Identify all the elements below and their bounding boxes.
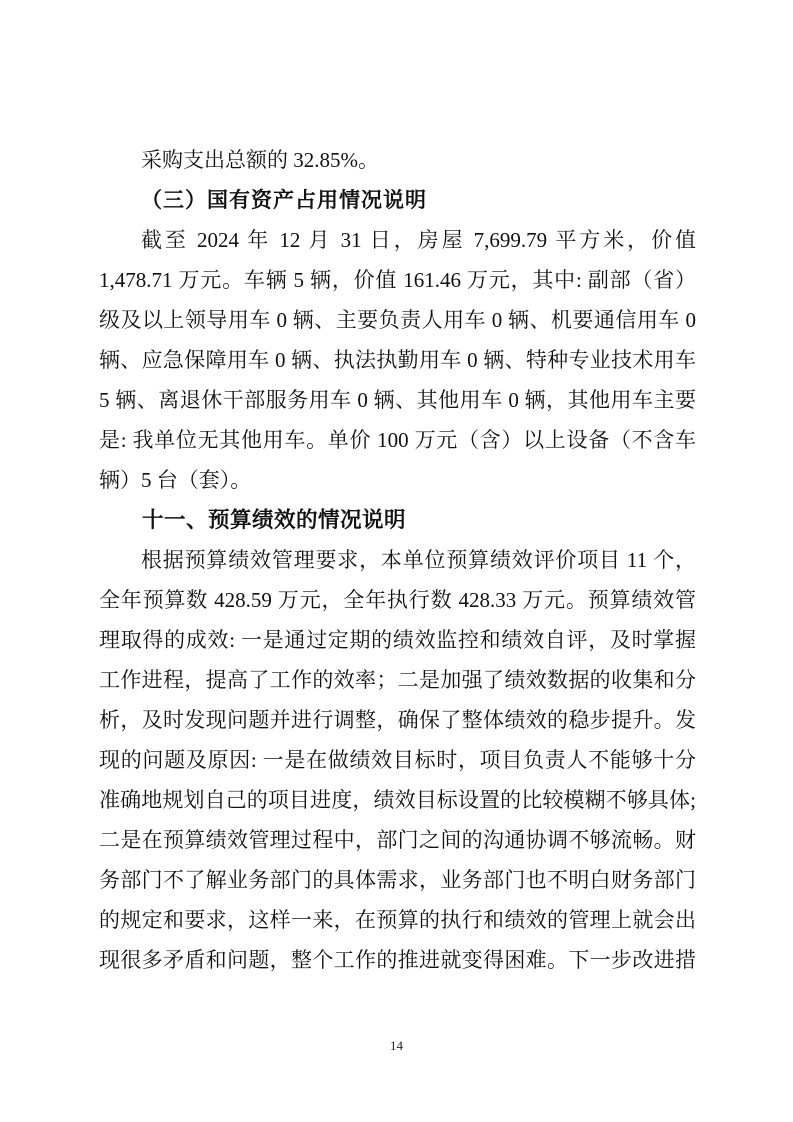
continuation-paragraph: [99, 140, 696, 180]
assets-paragraph: [99, 220, 696, 500]
text-line: 辆、应急保障用车 0 辆、执法执勤用车 0 辆、特种专业技术用车: [99, 348, 696, 372]
text-line: 工作进程，提高了工作的效率；二是加强了绩效数据的收集和分: [99, 668, 696, 692]
text-line: 现的问题及原因: 一是在做绩效目标时，项目负责人不能够十分: [99, 748, 696, 772]
text-line: 的规定和要求，这样一来，在预算的执行和绩效的管理上就会出: [99, 908, 696, 932]
text-line: 是: 我单位无其他用车。单价 100 万元（含）以上设备（不含车: [99, 428, 696, 452]
text-line: 1,478.71 万元。车辆 5 辆，价值 161.46 万元，其中: 副部（省）: [99, 268, 696, 292]
text-line: 准确地规划自己的项目进度，绩效目标设置的比较模糊不够具体;: [99, 788, 696, 812]
text-line: 截至 2024 年 12 月 31 日，房屋 7,699.79 平方米，价值: [141, 228, 696, 252]
chapter-heading-budget-performance: 十一、预算绩效的情况说明: [142, 508, 407, 532]
text-line: 二是在预算绩效管理过程中，部门之间的沟通协调不够流畅。财: [99, 828, 696, 852]
text-line: 5 辆、离退休干部服务用车 0 辆、其他用车 0 辆，其他用车主要: [99, 388, 696, 412]
text-line: 现很多矛盾和问题，整个工作的推进就变得困难。下一步改进措: [99, 948, 696, 972]
page-number: 14: [390, 1038, 403, 1053]
section-heading-state-assets: （三）国有资产占用情况说明: [141, 188, 427, 212]
text-line: 析，及时发现问题并进行调整，确保了整体绩效的稳步提升。发: [99, 708, 696, 732]
text-line: 级及以上领导用车 0 辆、主要负责人用车 0 辆、机要通信用车 0: [99, 308, 696, 332]
text-line: 全年预算数 428.59 万元，全年执行数 428.33 万元。预算绩效管: [99, 588, 696, 612]
text-line: 辆）5 台（套）。: [99, 468, 252, 492]
text-line: 理取得的成效: 一是通过定期的绩效监控和绩效自评，及时掌握: [99, 628, 696, 652]
text-line: 务部门不了解业务部门的具体需求，业务部门也不明白财务部门: [99, 868, 696, 892]
page-content: [99, 140, 696, 980]
text-line: 根据预算绩效管理要求，本单位预算绩效评价项目 11 个，: [141, 548, 696, 572]
text-line: 采购支出总额的 32.85%。: [141, 148, 379, 172]
performance-paragraph: [99, 540, 696, 980]
